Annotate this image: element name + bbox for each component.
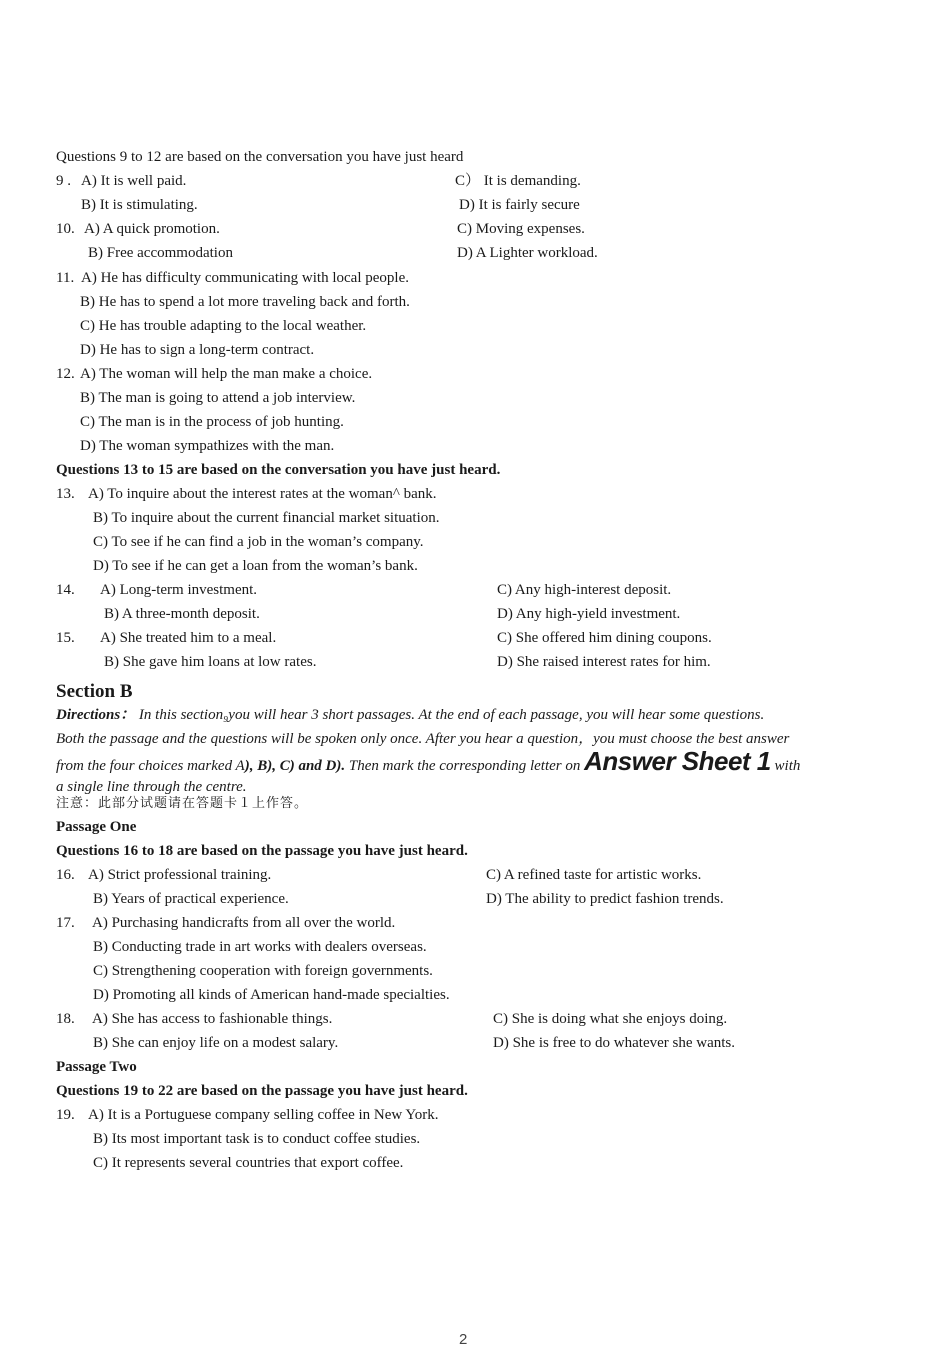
q16-option-c: C) A refined taste for artistic works. (486, 867, 702, 883)
q10-option-a: A) A quick promotion. (84, 221, 220, 237)
q13-option-c: C) To see if he can find a job in the woman’s company. (93, 534, 424, 550)
q12-option-d: D) The woman sympathizes with the man. (80, 438, 335, 454)
q17-option-b: B) Conducting trade in art works with dealers overseas. (93, 939, 427, 955)
directions-choices: ), B), C) and D). (244, 758, 346, 774)
q16-18-header: Questions 16 to 18 are based on the passage you have just heard. (56, 843, 468, 859)
q9-option-d: D) It is fairly secure (459, 197, 580, 213)
q17-number: 17. (56, 915, 75, 931)
q19-option-a: A) It is a Portuguese company selling coffee in New York. (88, 1107, 439, 1123)
directions-text-1: In this section₉you will hear 3 short passages. At the end of each passage, you will hear some questions. (135, 707, 765, 723)
q11-option-a: A) He has difficulty communicating with local people. (81, 270, 409, 286)
q19-option-c: C) It represents several countries that export coffee. (93, 1155, 404, 1171)
q10-number: 10. (56, 221, 75, 237)
q15-option-d: D) She raised interest rates for him. (497, 654, 711, 670)
q15-option-a: A) She treated him to a meal. (100, 630, 277, 646)
q12-option-b: B) The man is going to attend a job interview. (80, 390, 356, 406)
directions-line-2: Both the passage and the questions will be spoken only once. After you hear a question，you must choose the best answer (56, 731, 790, 747)
q17-option-d: D) Promoting all kinds of American hand-made specialties. (93, 987, 450, 1003)
q9-option-c: C） It is demanding. (455, 173, 581, 189)
q18-option-d: D) She is free to do whatever she wants. (493, 1035, 736, 1051)
q19-number: 19. (56, 1107, 75, 1123)
page-number: 2 (459, 1331, 468, 1348)
q9-option-a: A) It is well paid. (81, 173, 187, 189)
q10-option-d: D) A Lighter workload. (457, 245, 598, 261)
q19-option-b: B) Its most important task is to conduct coffee studies. (93, 1131, 421, 1147)
answer-sheet-label: Answer Sheet 1 (584, 746, 771, 776)
q9-number: 9 . (56, 173, 71, 189)
q11-option-b: B) He has to spend a lot more traveling back and forth. (80, 294, 410, 310)
directions-text-3b: Then mark the corresponding letter on (345, 758, 585, 774)
q16-number: 16. (56, 867, 75, 883)
q14-option-b: B) A three-month deposit. (104, 606, 260, 622)
directions-line-3 (56, 748, 800, 779)
q9-12-header: Questions 9 to 12 are based on the conversation you have just heard (56, 149, 464, 165)
q15-option-b: B) She gave him loans at low rates. (104, 654, 317, 670)
q18-option-a: A) She has access to fashionable things. (92, 1011, 333, 1027)
q12-number: 12. (56, 366, 75, 382)
passage-one-title: Passage One (56, 819, 137, 835)
q15-option-c: C) She offered him dining coupons. (497, 630, 712, 646)
q9-option-b: B) It is stimulating. (81, 197, 198, 213)
q13-15-header: Questions 13 to 15 are based on the conversation you have just heard. (56, 462, 501, 478)
q11-number: 11. (56, 270, 75, 286)
q18-option-c: C) She is doing what she enjoys doing. (493, 1011, 728, 1027)
directions-line-1 (56, 706, 764, 724)
q13-option-b: B) To inquire about the current financial market situation. (93, 510, 440, 526)
q14-option-a: A) Long-term investment. (100, 582, 258, 598)
directions-line-4: a single line through the centre. (56, 779, 247, 795)
q13-option-d: D) To see if he can get a loan from the woman’s bank. (93, 558, 418, 574)
q13-option-a: A) To inquire about the interest rates at the woman^ bank. (88, 486, 437, 502)
q16-option-a: A) Strict professional training. (88, 867, 272, 883)
q11-option-d: D) He has to sign a long-term contract. (80, 342, 315, 358)
q15-number: 15. (56, 630, 75, 646)
q19-22-header: Questions 19 to 22 are based on the passage you have just heard. (56, 1083, 468, 1099)
q16-option-b: B) Years of practical experience. (93, 891, 289, 907)
q18-number: 18. (56, 1011, 75, 1027)
chinese-note: 注意：此部分试题请在答题卡１上作答。 (56, 796, 309, 811)
section-b-title: Section B (56, 681, 133, 702)
q14-option-c: C) Any high-interest deposit. (497, 582, 672, 598)
directions-with: with (770, 758, 801, 774)
q13-number: 13. (56, 486, 75, 502)
q12-option-c: C) The man is in the process of job hunting. (80, 414, 344, 430)
directions-text-3: from the four choices marked A (56, 758, 245, 774)
passage-two-title: Passage Two (56, 1059, 137, 1075)
q10-option-b: B) Free accommodation (88, 245, 233, 261)
q17-option-c: C) Strengthening cooperation with foreign governments. (93, 963, 433, 979)
q14-number: 14. (56, 582, 75, 598)
q11-option-c: C) He has trouble adapting to the local weather. (80, 318, 367, 334)
directions-label: Directions： (56, 707, 136, 723)
q10-option-c: C) Moving expenses. (457, 221, 585, 237)
q17-option-a: A) Purchasing handicrafts from all over the world. (92, 915, 396, 931)
q14-option-d: D) Any high-yield investment. (497, 606, 681, 622)
q16-option-d: D) The ability to predict fashion trends. (486, 891, 724, 907)
q12-option-a: A) The woman will help the man make a choice. (80, 366, 373, 382)
q18-option-b: B) She can enjoy life on a modest salary. (93, 1035, 339, 1051)
